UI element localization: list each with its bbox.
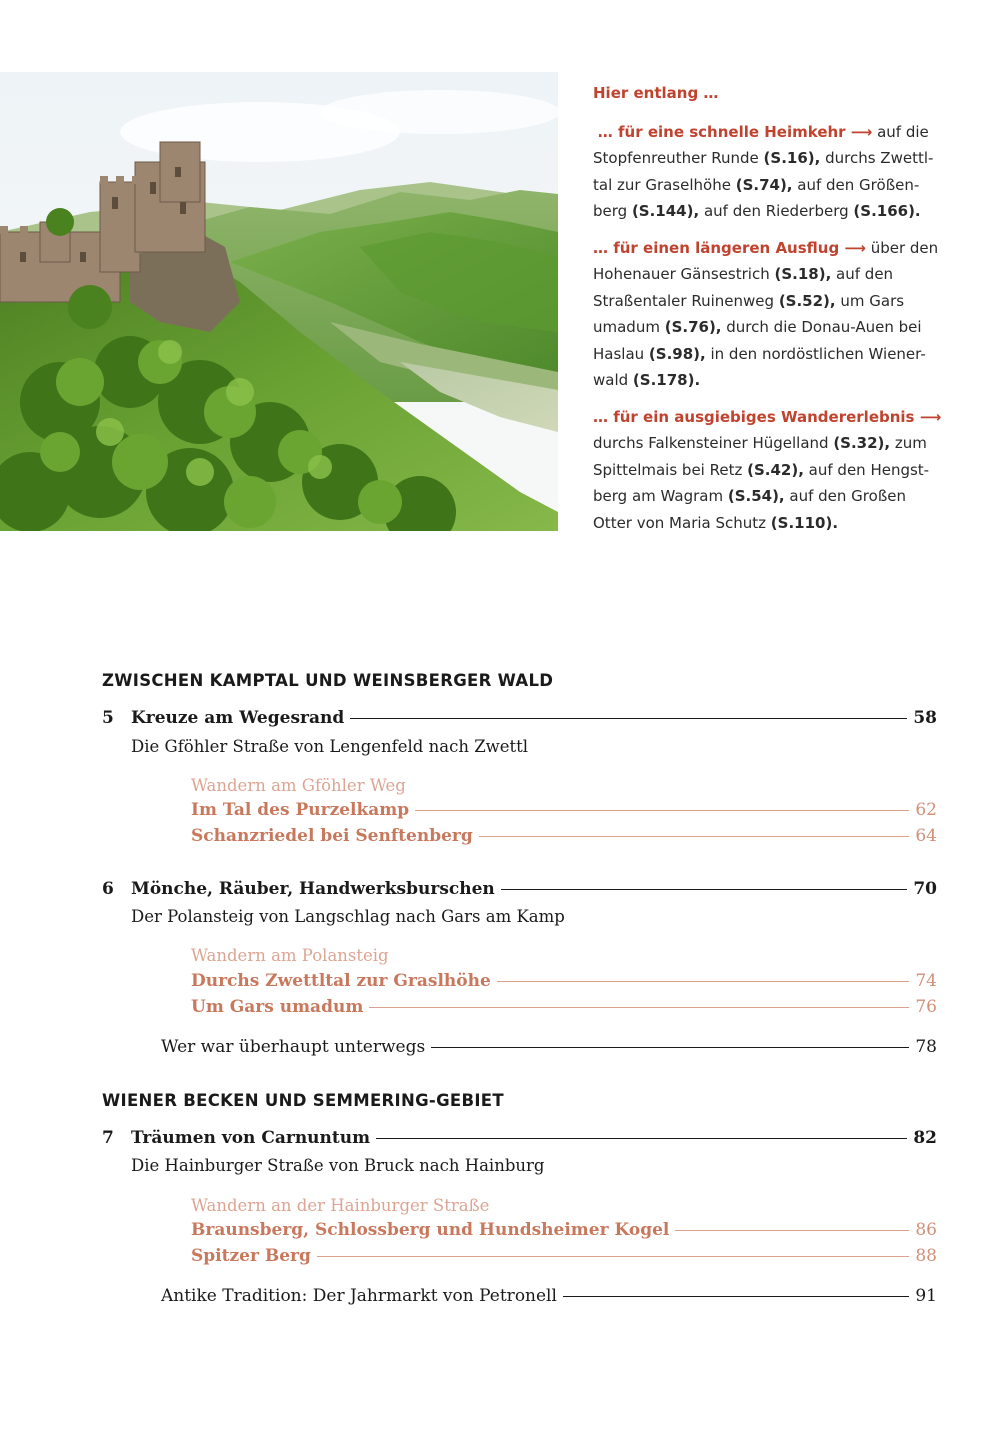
suggestion-longer-trip xyxy=(593,235,953,394)
text: Straßentaler Ruinenweg xyxy=(593,291,779,310)
page-ref: (S.18), xyxy=(774,265,832,283)
walks-label: Wandern am Gföhler Weg xyxy=(191,776,406,795)
text: durchs Zwettl- xyxy=(820,149,934,167)
dot-leader xyxy=(369,1007,909,1008)
text: umadum xyxy=(593,318,665,336)
section-title: WIENER BECKEN UND SEMMERING-GEBIET xyxy=(102,1091,504,1110)
toc-entry-walk[interactable] xyxy=(191,971,937,997)
section-title: ZWISCHEN KAMPTAL UND WEINSBERGER WALD xyxy=(102,671,554,690)
page-number: 58 xyxy=(913,708,937,728)
chapter-subtitle: Der Polansteig von Langschlag nach Gars am Kamp xyxy=(131,907,565,926)
page-number: 82 xyxy=(913,1128,937,1148)
text: Otter von Maria Schutz xyxy=(593,513,771,532)
page-ref: (S.74), xyxy=(735,175,793,194)
text: Spittelmais bei Retz xyxy=(593,460,748,479)
toc-entry-chapter-7[interactable] xyxy=(102,1128,937,1154)
toc-entry-chapter-5[interactable] xyxy=(102,708,937,734)
dot-leader xyxy=(675,1230,909,1231)
toc-entry-excursus[interactable] xyxy=(161,1037,937,1063)
route-suggestions xyxy=(593,80,953,546)
page-number: 91 xyxy=(915,1286,937,1306)
toc-entry-walk[interactable] xyxy=(191,800,937,826)
toc-entry-chapter-6[interactable] xyxy=(102,879,937,905)
chapter-title: Träumen von Carnuntum xyxy=(131,1128,371,1148)
text: tal zur Graselhöhe xyxy=(593,175,736,194)
page-ref: (S.98), xyxy=(648,344,706,363)
page-number: 76 xyxy=(915,997,937,1017)
chapter-subtitle: Die Hainburger Straße von Bruck nach Hainburg xyxy=(131,1156,545,1175)
text: auf den xyxy=(831,265,894,283)
landscape-photo xyxy=(0,72,558,531)
text: durchs Falkensteiner Hügelland xyxy=(593,434,834,452)
chapter-number: 7 xyxy=(102,1128,114,1148)
page-number: 78 xyxy=(915,1037,937,1057)
page-ref: (S.76), xyxy=(664,318,722,336)
dot-leader xyxy=(501,889,908,890)
chapter-title: Mönche, Räuber, Handwerksburschen xyxy=(131,879,495,899)
text: auf den Riederberg xyxy=(699,202,854,220)
text: auf den Großen xyxy=(784,487,907,505)
page-number: 86 xyxy=(915,1220,937,1240)
dot-leader xyxy=(497,981,910,982)
text: wald xyxy=(593,371,633,389)
suggestion-lead: … für einen längeren Ausflug ⟶ xyxy=(593,238,866,257)
excursus-title: Wer war überhaupt unterwegs xyxy=(161,1037,426,1057)
dot-leader xyxy=(317,1256,910,1257)
text: berg xyxy=(593,202,632,220)
text: auf den Größen- xyxy=(792,175,920,194)
text: über den xyxy=(865,238,939,257)
walk-title: Im Tal des Purzelkamp xyxy=(191,800,410,820)
chapter-title: Kreuze am Wegesrand xyxy=(131,708,345,728)
dot-leader xyxy=(431,1047,909,1048)
text: in den nordöstlichen Wiener- xyxy=(705,344,926,363)
dot-leader xyxy=(376,1138,907,1139)
chapter-number: 6 xyxy=(102,879,114,899)
dot-leader xyxy=(563,1296,909,1297)
dot-leader xyxy=(415,810,909,811)
page-ref: (S.166). xyxy=(853,202,921,220)
text: auf die xyxy=(872,122,929,141)
toc-entry-walk[interactable] xyxy=(191,1246,937,1272)
page-ref: (S.52), xyxy=(778,291,836,310)
walk-title: Schanzriedel bei Senftenberg xyxy=(191,826,473,846)
page-ref: (S.32), xyxy=(833,434,891,452)
toc-entry-excursus[interactable] xyxy=(161,1286,937,1312)
page-ref: (S.54), xyxy=(727,487,785,505)
toc-entry-walk[interactable] xyxy=(191,997,937,1023)
page-ref: (S.42), xyxy=(747,460,804,479)
suggestion-quick-return xyxy=(593,119,953,225)
walks-label: Wandern an der Hainburger Straße xyxy=(191,1196,490,1215)
suggestion-lead: … für eine schnelle Heimkehr ⟶ xyxy=(597,122,873,141)
text: um Gars xyxy=(835,291,905,310)
text: Haslau xyxy=(593,344,649,363)
chapter-number: 5 xyxy=(102,708,114,728)
page-number: 74 xyxy=(915,971,937,991)
toc-entry-walk[interactable] xyxy=(191,1220,937,1246)
text: Stopfenreuther Runde xyxy=(593,149,764,167)
page-ref: (S.178). xyxy=(632,371,701,389)
chapter-subtitle: Die Gföhler Straße von Lengenfeld nach Zwettl xyxy=(131,737,529,756)
page-number: 62 xyxy=(915,800,937,820)
page-ref: (S.144), xyxy=(631,202,700,220)
page-ref: (S.16), xyxy=(763,149,821,167)
walks-label: Wandern am Polansteig xyxy=(191,946,389,965)
page-ref: (S.110). xyxy=(770,513,839,532)
dot-leader xyxy=(479,836,910,837)
toc-entry-walk[interactable] xyxy=(191,826,937,852)
text: berg am Wagram xyxy=(593,487,728,505)
text: Hohenauer Gänsestrich xyxy=(593,265,775,283)
text: auf den Hengst- xyxy=(803,460,930,479)
page-number: 88 xyxy=(915,1246,937,1266)
excursus-title: Antike Tradition: Der Jahrmarkt von Petronell xyxy=(161,1286,557,1306)
text: zum xyxy=(890,434,927,452)
walk-title: Spitzer Berg xyxy=(191,1246,311,1266)
text: durch die Donau-Auen bei xyxy=(721,318,922,336)
page-number: 64 xyxy=(915,826,937,846)
page-number: 70 xyxy=(913,879,937,899)
walk-title: Braunsberg, Schlossberg und Hundsheimer Kogel xyxy=(191,1220,670,1240)
walk-title: Durchs Zwettltal zur Graslhöhe xyxy=(191,971,491,991)
dot-leader xyxy=(350,718,907,719)
suggestion-lead: … für ein ausgiebiges Wandererlebnis ⟶ xyxy=(593,407,942,426)
suggestions-heading: Hier entlang … xyxy=(593,84,719,102)
walk-title: Um Gars umadum xyxy=(191,997,364,1017)
suggestion-extended-hike xyxy=(593,404,953,537)
